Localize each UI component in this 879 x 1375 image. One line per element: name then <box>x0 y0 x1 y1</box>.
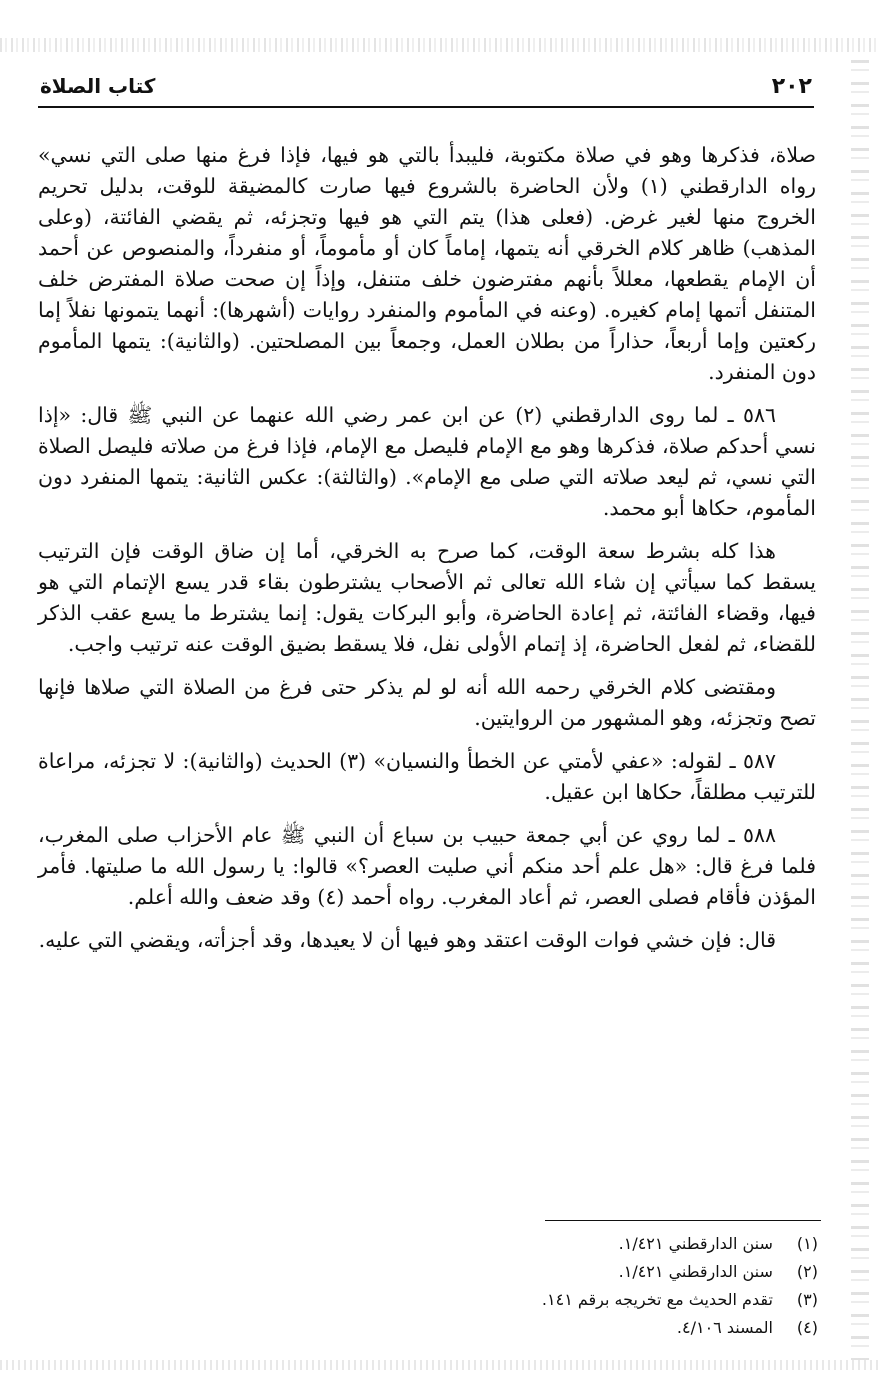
paragraph: ٥٨٦ ـ لما روى الدارقطني (٢) عن ابن عمر رضي الله عنهما عن النبي ﷺ قال: «إذا نسي أحدكم صلاة، فذكرها وهو مع الإمام فليصل مع الإمام، فإذا فرغ من صلاته فليصل الصلاة التي نسي، ثم ليعد صلاته التي صلى مع الإمام». (والثالثة): عكس الثانية: يتمها المنفرد دون المأموم، حكاها أبو محمد. <box>38 403 816 520</box>
footnote-text: سنن الدارقطني ١/٤٢١. <box>618 1262 773 1281</box>
paragraph: ٥٨٧ ـ لقوله: «عفي لأمتي عن الخطأ والنسيان» (٣) الحديث (والثانية): لا تجزئه، مراعاة للترتيب مطلقاً، حكاها ابن عقيل. <box>38 749 816 804</box>
footnote-text: المسند ٤/١٠٦. <box>676 1318 773 1337</box>
footnote <box>420 1230 818 1258</box>
paragraph: صلاة، فذكرها وهو في صلاة مكتوبة، فليبدأ بالتي هو فيها، فإذا فرغ منها صلى التي نسي» رواه الدارقطني (١) ولأن الحاضرة بالشروع فيها صارت كالمضيقة للوقت، بدليل تحريم الخروج منها لغير غرض. (فعلى هذا) يتم التي هو فيها وتجزئه، ثم يقضي الفائتة، (وعلى المذهب) ظاهر كلام الخرقي أنه يتمها، إماماً كان أو مأموماً، أو منفرداً، والمنصوص عن أحمد أن الإمام يقطعها، معللاً بأنهم مفترضون خلف متنفل، وإذاً إن صحت صلاة المفترض خلف المتنفل أتمها إمام كغيره. (وعنه في المأموم والمنفرد روايات (أشهرها): أنهما يتمونها نفلاً إما ركعتين وإما أربعاً، حذاراً من بطلان العمل، وجمعاً بين المصلحتين. (والثانية): يتمها المأموم دون المنفرد. <box>38 143 817 384</box>
footnotes <box>420 1230 818 1342</box>
footnote-text: سنن الدارقطني ١/٤٢١. <box>618 1234 773 1253</box>
footnote-number: (١) <box>796 1234 818 1253</box>
paragraph: ومقتضى كلام الخرقي رحمه الله أنه لو لم يذكر حتى فرغ من الصلاة التي صلاها فإنها تصح وتجزئه، وهو المشهور من الروايتين. <box>38 675 816 730</box>
footnote <box>420 1314 818 1342</box>
footnote-divider <box>545 1220 821 1221</box>
paragraph: هذا كله بشرط سعة الوقت، كما صرح به الخرقي، أما إن ضاق الوقت فإن الترتيب يسقط كما سيأتي إن شاء الله تعالى ثم الأصحاب يشترطون بقاء قدر يسع الإتمام التي هو فيها، وقضاء الفائتة، ثم إعادة الحاضرة، وأبو البركات يقول: إنما يشترط ما يسع عقب الذكر للقضاء، ثم لفعل الحاضرة، إذ إتمام الأولى نفل، فلا يسقط بضيق الوقت عنه ترتيب واجب. <box>38 539 816 656</box>
footnote-number: (٣) <box>796 1290 818 1309</box>
book-title: كتاب الصلاة <box>40 74 156 98</box>
footnote <box>420 1258 818 1286</box>
footnote-number: (٤) <box>796 1318 818 1337</box>
paragraph: قال: فإن خشي فوات الوقت اعتقد وهو فيها أن لا يعيدها، وقد أجزأته، ويقضي التي عليه. <box>38 928 776 952</box>
scan-noise-bottom <box>0 1360 879 1370</box>
page-header <box>38 72 814 108</box>
main-text <box>38 140 816 968</box>
page-number: ٢٠٢ <box>771 74 812 99</box>
paragraph: ٥٨٨ ـ لما روي عن أبي جمعة حبيب بن سباع أن النبي ﷺ عام الأحزاب صلى المغرب، فلما فرغ قال: «هل علم أحد منكم أني صليت العصر؟» قالوا: يا رسول الله ما صليتها. فأمر المؤذن فأقام فصلى العصر، ثم أعاد المغرب. رواه أحمد (٤) وقد ضعف والله أعلم. <box>38 823 816 909</box>
footnote <box>420 1286 818 1314</box>
scan-noise-right <box>851 60 869 1360</box>
footnote-number: (٢) <box>796 1262 818 1281</box>
footnote-text: تقدم الحديث مع تخريجه برقم ١٤١. <box>541 1290 773 1309</box>
scan-noise-top <box>0 38 879 52</box>
